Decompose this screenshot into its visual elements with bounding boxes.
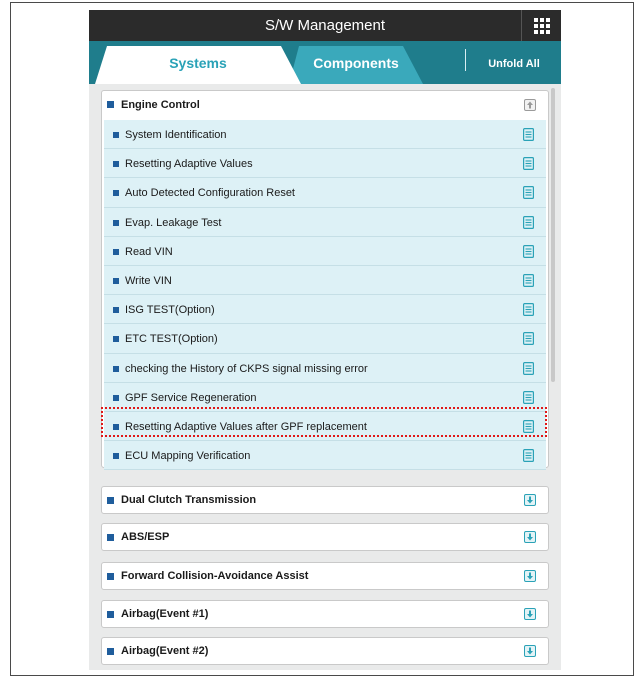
group-header[interactable] — [102, 91, 548, 120]
bullet-icon — [113, 220, 119, 226]
list-item-label: Write VIN — [125, 274, 172, 287]
unfold-icon[interactable] — [524, 570, 536, 582]
bullet-icon — [113, 336, 119, 342]
tab-bar — [89, 41, 561, 84]
tab-components[interactable] — [289, 46, 423, 84]
list-item[interactable] — [104, 441, 546, 470]
bullet-icon — [113, 453, 119, 459]
list-item[interactable] — [104, 120, 546, 149]
bullet-icon — [113, 132, 119, 138]
unfold-icon[interactable] — [524, 494, 536, 506]
bullet-icon — [113, 307, 119, 313]
unfold-icon[interactable] — [524, 608, 536, 620]
list-item[interactable] — [104, 237, 546, 266]
group-label: Dual Clutch Transmission — [121, 494, 257, 506]
group-airbag-event-2[interactable] — [101, 637, 549, 665]
list-item[interactable] — [104, 266, 546, 295]
bullet-icon — [107, 573, 114, 580]
list-item-label: Resetting Adaptive Values — [125, 158, 253, 171]
tab-systems-label: Systems — [169, 55, 227, 71]
group-label: Airbag(Event #1) — [121, 608, 209, 620]
document-icon — [523, 245, 534, 258]
document-icon — [523, 303, 534, 316]
group-forward-collision-avoidance-assist[interactable] — [101, 562, 549, 590]
group-airbag-event-1[interactable] — [101, 600, 549, 628]
scrollbar[interactable] — [551, 88, 555, 382]
list-item-label: Resetting Adaptive Values after GPF replacement — [125, 420, 367, 433]
bullet-icon — [107, 497, 114, 504]
list-item[interactable] — [104, 149, 546, 178]
bullet-icon — [113, 190, 119, 196]
list-item-label: checking the History of CKPS signal missing error — [125, 362, 368, 375]
unfold-icon[interactable] — [524, 531, 536, 543]
menu-button[interactable] — [521, 10, 561, 41]
document-icon — [523, 157, 534, 170]
document-icon — [523, 332, 534, 345]
list-item-label: ISG TEST(Option) — [125, 304, 215, 317]
list-item-label: ECU Mapping Verification — [125, 450, 251, 463]
list-item-label: GPF Service Regeneration — [125, 391, 257, 404]
bullet-icon — [107, 648, 114, 655]
list-item[interactable] — [104, 295, 546, 324]
bullet-icon — [113, 424, 119, 430]
bullet-icon — [107, 534, 114, 541]
unfold-all-button[interactable]: Unfold All — [488, 58, 540, 70]
list-item-highlighted[interactable] — [104, 412, 546, 441]
document-icon — [523, 362, 534, 375]
list-item-label: Auto Detected Configuration Reset — [125, 187, 295, 200]
unfold-icon[interactable] — [524, 645, 536, 657]
list-item-label: Read VIN — [125, 245, 173, 258]
document-icon — [523, 420, 534, 433]
system-list — [89, 84, 561, 670]
group-label: Engine Control — [121, 99, 200, 111]
toolbar-divider — [465, 49, 466, 71]
document-icon — [523, 186, 534, 199]
bullet-icon — [113, 161, 119, 167]
bullet-icon — [113, 278, 119, 284]
fold-icon[interactable] — [524, 99, 536, 111]
list-item-label: System Identification — [125, 129, 227, 141]
group-label: ABS/ESP — [121, 531, 170, 543]
bullet-icon — [113, 249, 119, 255]
group-dual-clutch-transmission[interactable] — [101, 486, 549, 514]
document-icon — [523, 216, 534, 229]
list-item[interactable] — [104, 178, 546, 207]
list-item-label: Evap. Leakage Test — [125, 216, 222, 229]
group-label: Airbag(Event #2) — [121, 645, 209, 657]
list-item[interactable] — [104, 324, 546, 353]
document-icon — [523, 274, 534, 287]
document-icon — [523, 128, 534, 141]
page-title: S/W Management — [264, 17, 386, 34]
group-engine-control — [101, 90, 549, 468]
bullet-icon — [113, 366, 119, 372]
list-item[interactable] — [104, 208, 546, 237]
group-abs-esp[interactable] — [101, 523, 549, 551]
document-icon — [523, 449, 534, 462]
subitem-list — [104, 120, 546, 470]
document-icon — [523, 391, 534, 404]
bullet-icon — [113, 395, 119, 401]
tab-systems[interactable] — [95, 46, 301, 84]
bullet-icon — [107, 101, 114, 108]
list-item-label: ETC TEST(Option) — [125, 333, 218, 346]
title-bar — [89, 10, 561, 41]
bullet-icon — [107, 611, 114, 618]
list-item[interactable] — [104, 354, 546, 383]
app-window — [89, 10, 561, 670]
group-label: Forward Collision-Avoidance Assist — [121, 570, 309, 582]
grid-icon — [534, 18, 550, 34]
list-item[interactable] — [104, 383, 546, 412]
tab-components-label: Components — [313, 55, 399, 71]
